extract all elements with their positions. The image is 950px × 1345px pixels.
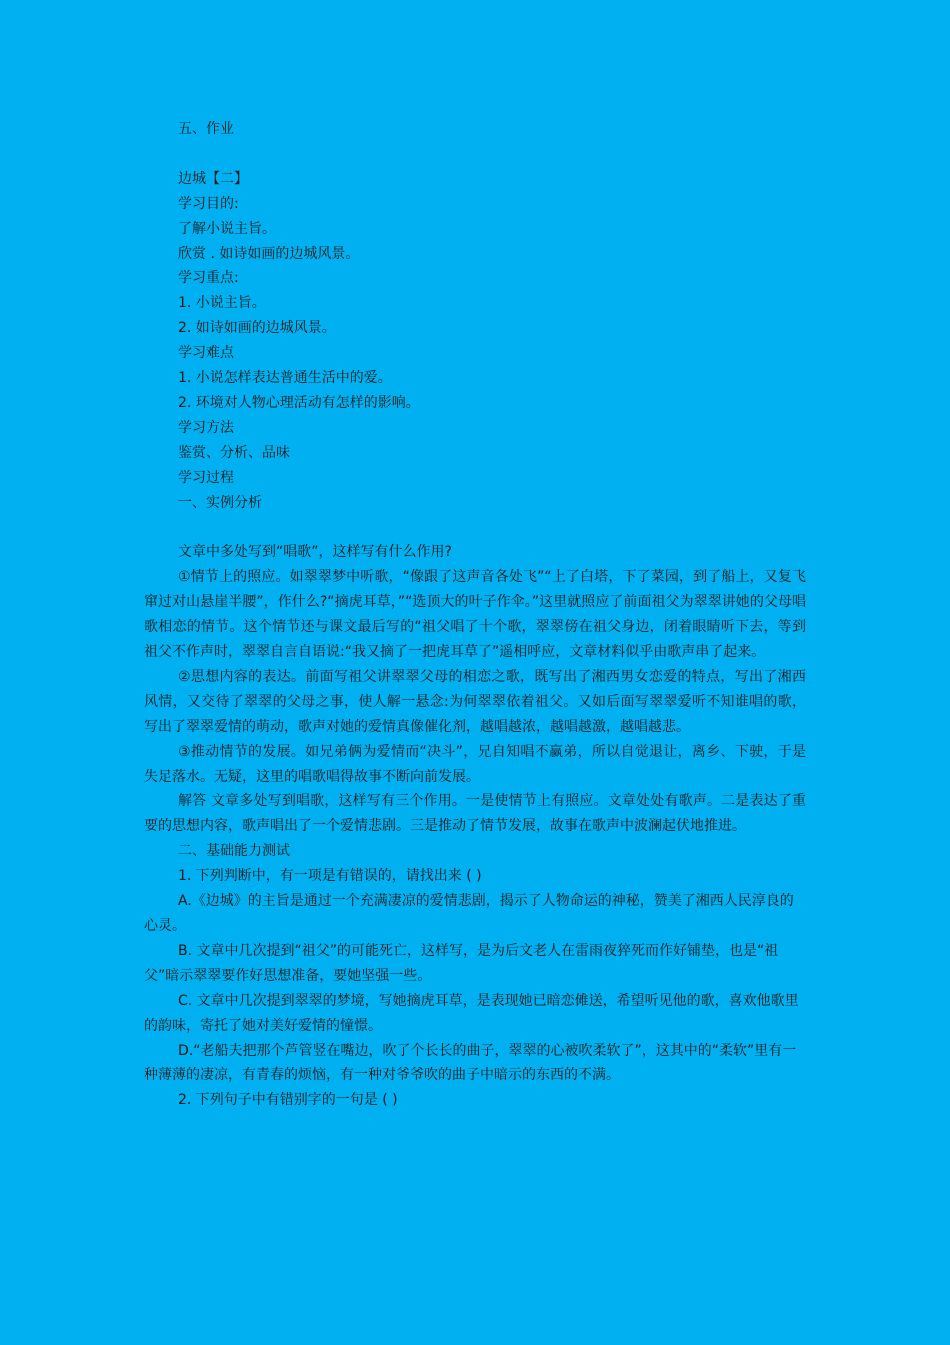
analysis-paragraph-2: ②思想内容的表达。前面写祖父讲翠翠父母的相恋之歌，既写出了湘西男女恋爱的特点，写出了湘西风情，又交待了翠翠的父母之事，使人解一悬念:为何翠翠依着祖父。又如后面写翠翠爱听不知谁唱的歌，写出了翠翠爱情的萌动，歌声对她的爱情真像催化剂，越唱越浓，越唱越激，越唱越悲。: [144, 668, 806, 735]
test-heading: 二、基础能力测试: [178, 843, 290, 860]
document-body: [144, 117, 806, 1113]
part1-heading: 一、实例分析: [178, 494, 262, 511]
question-1-option-d: D.“老船夫把那个芦管竖在嘴边，吹了个长长的曲子，翠翠的心被吹柔软了”，这其中的“柔软”里有一种薄薄的凄凉，有青春的烦恼，有一种对爷爷吹的曲子中暗示的东西的不满。: [144, 1042, 797, 1084]
analysis-question: 文章中多处写到“唱歌”，这样写有什么作用?: [178, 544, 452, 561]
spacer: [144, 515, 806, 540]
key-point-item: 1. 小说主旨。: [178, 295, 266, 312]
process-heading: 学习过程: [178, 469, 234, 486]
methods-text: 鉴赏、分析、品味: [178, 444, 290, 461]
question-1-option-a: A.《边城》的主旨是通过一个充满凄凉的爱情悲剧，揭示了人物命运的神秘，赞美了湘西人民淳良的心灵。: [144, 893, 794, 934]
methods-heading: 学习方法: [178, 419, 234, 436]
spacer: [144, 142, 806, 167]
question-2: 2. 下列句子中有错别字的一句是 ( ): [178, 1092, 398, 1109]
question-1-option-c: C. 文章中几次提到翠翠的梦境，写她摘虎耳草，是表现她已暗恋傩送，希望听见他的歌，喜欢他歌里的韵味，寄托了她对美好爱情的憧憬。: [144, 992, 799, 1034]
difficulty-item: 2. 环境对人物心理活动有怎样的影响。: [178, 394, 420, 411]
key-points-heading: 学习重点:: [178, 270, 239, 287]
key-point-item: 2. 如诗如画的边城风景。: [178, 320, 336, 337]
analysis-paragraph-3: ③推动情节的发展。如兄弟俩为爱情而“决斗”，兄自知唱不赢弟，所以自觉退让，离乡、下驶，于是失足落水。无疑，这里的唱歌唱得故事不断向前发展。: [144, 743, 806, 785]
difficulties-heading: 学习难点: [178, 345, 234, 362]
question-1-option-b: B. 文章中几次提到“祖父”的可能死亡，这样写，是为后文老人在雷雨夜猝死而作好铺垫，也是“祖父”暗示翠翠要作好思想准备，要她坚强一些。: [144, 942, 779, 984]
difficulty-item: 1. 小说怎样表达普通生活中的爱。: [178, 370, 392, 387]
goal-item: 了解小说主旨。: [178, 220, 276, 237]
goals-heading: 学习目的:: [178, 195, 239, 212]
goal-item: 欣赏 . 如诗如画的边城风景。: [178, 245, 360, 262]
analysis-answer: 解答 文章多处写到唱歌，这样写有三个作用。一是使情节上有照应。文章处处有歌声。二是表达了重要的思想内容，歌声唱出了一个爱情悲剧。三是推动了情节发展，故事在歌声中波澜起伏地推进。: [144, 793, 806, 835]
analysis-paragraph-1: ①情节上的照应。如翠翠梦中听歌，“像跟了这声音各处飞”“上了白塔，下了菜园，到了船上，又复飞窜过对山悬崖半腰”，作什么?“摘虎耳草，”“选顶大的叶子作伞。”这里就照应了前面祖父为翠翠讲她的父母唱歌相恋的情节。这个情节还与课文最后写的“祖父唱了十个歌，翠翠傍在祖父身边，闭着眼睛听下去，等到祖父不作声时，翠翠自言自语说:“我又摘了一把虎耳草了”遥相呼应，文章材料似乎由歌声串了起来。: [144, 569, 806, 660]
lesson-title: 边城【二】: [178, 170, 248, 187]
section-homework: 五、作业: [178, 121, 234, 137]
question-1: 1. 下列判断中，有一项是有错误的，请找出来 ( ): [178, 868, 482, 885]
